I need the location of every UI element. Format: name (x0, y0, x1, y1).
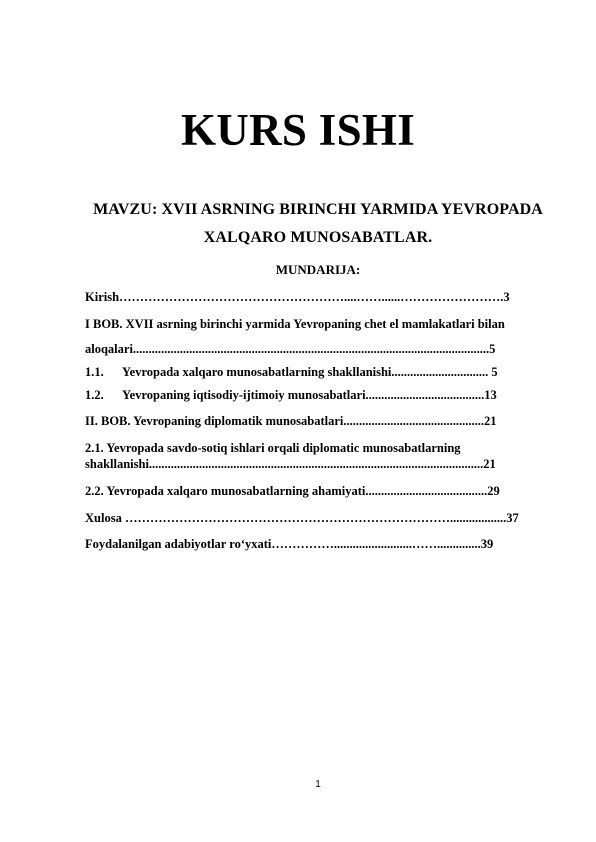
toc-entry-2-2: 2.2. Yevropada xalqaro munosabatlarning ahamiyati.......................................29 (85, 484, 500, 498)
toc-entry-number: 1.2. (85, 388, 104, 402)
subject-line-2: XALQARO MUNOSABATLAR. (203, 229, 433, 246)
toc-entry-bibliography: Foydalanilgan adabiyotlar ro‘yxati…………….........................……..............39 (85, 537, 494, 551)
toc-heading: MUNDARIJA: (275, 262, 361, 277)
toc-entry-chapter-1-cont: aloqalari..................................................................................................................5 (85, 342, 496, 356)
toc-entry-chapter-1: I BOB. XVII asrning birinchi yarmida Yevropaning chet el mamlakatlari bilan (85, 317, 505, 331)
document-title: KURS ISHI (180, 105, 416, 155)
page-number: 1 (315, 779, 321, 790)
toc-entry-number: 1.1. (85, 365, 104, 379)
toc-entry-2-1-cont: shakllanishi...........................................................................................................21 (85, 457, 496, 471)
toc-entry-kirish: Kirish………………………………………………....……......…………………….3 (85, 290, 510, 304)
toc-entry-xulosa: Xulosa ……………………………………………………………………..................37 (85, 511, 519, 525)
toc-entry-1-2: 1.2. Yevropaning iqtisodiy-ijtimoiy munosabatlari......................................13 (85, 388, 497, 402)
subject-block (0, 196, 596, 252)
toc-entry-1-1: 1.1. Yevropada xalqaro munosabatlarning shakllanishi............................... 5 (85, 365, 498, 379)
toc-entry-2-1: 2.1. Yevropada savdo-sotiq ishlari orqali diplomatic munosabatlarning (85, 441, 461, 455)
subject-line-1: MAVZU: XVII ASRNING BIRINCHI YARMIDA YEVROPADA (93, 201, 543, 218)
toc-entry-chapter-2: II. BOB. Yevropaning diplomatik munosabatlari.............................................21 (85, 414, 497, 428)
